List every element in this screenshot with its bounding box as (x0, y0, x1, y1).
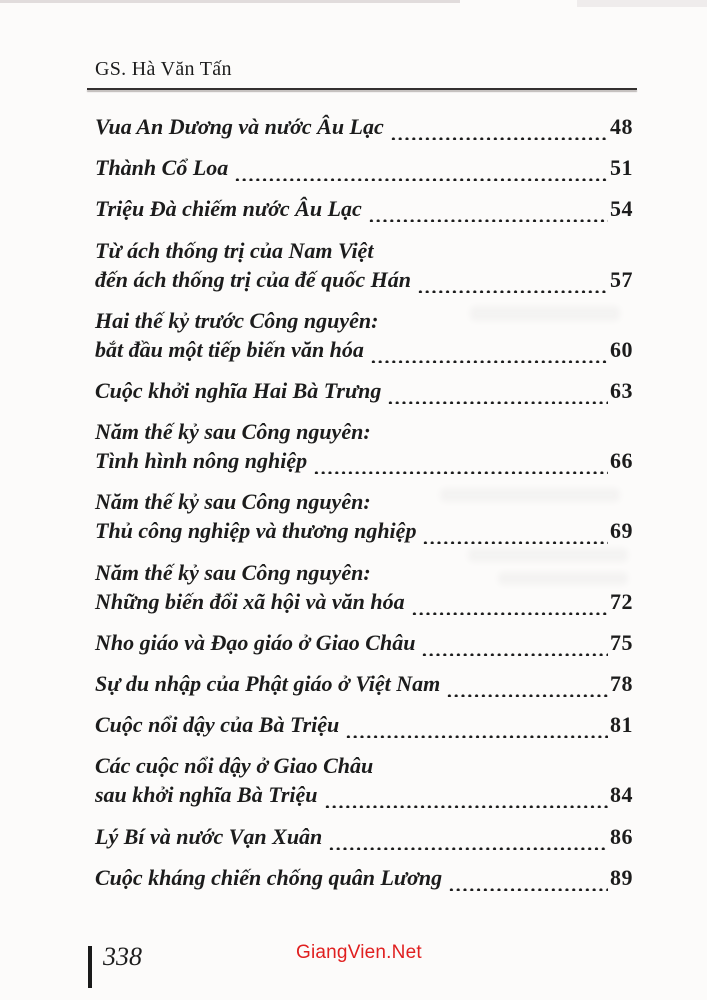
toc-entry (95, 863, 633, 892)
page-number-folio: 338 (103, 942, 142, 971)
toc-entry-title: Cuộc khởi nghĩa Hai Bà Trưng (95, 378, 382, 404)
folio-rule (88, 946, 92, 988)
toc-page-number: 63 (610, 378, 633, 404)
toc-page-number: 72 (610, 588, 633, 614)
toc-entry (95, 710, 633, 739)
dot-leader (370, 353, 608, 363)
toc-entry (95, 669, 633, 698)
header-rule (87, 88, 637, 90)
dot-leader (345, 728, 608, 738)
toc-entry (95, 417, 633, 475)
toc-entry-line1: Các cuộc nổi dậy ở Giao Châu (95, 753, 374, 779)
toc-entry-line1: Hai thế kỷ trước Công nguyên: (95, 307, 379, 333)
toc-entry-title: Cuộc kháng chiến chống quân Lương (95, 864, 443, 890)
toc-entry-title: đến ách thống trị của đế quốc Hán (95, 266, 411, 292)
toc-entry-title: Thành Cổ Loa (95, 155, 229, 181)
dot-leader (446, 687, 608, 697)
toc-page-number: 78 (610, 671, 633, 697)
dot-leader (234, 171, 608, 181)
dot-leader (390, 130, 608, 140)
toc-entry-title: Sự du nhập của Phật giáo ở Việt Nam (95, 671, 441, 697)
dot-leader (328, 840, 608, 850)
toc-page-number: 89 (610, 864, 633, 890)
toc-page-number: 81 (610, 712, 633, 738)
toc-entry (95, 194, 633, 223)
dot-leader (368, 212, 608, 222)
toc-entry (95, 306, 633, 364)
toc-entry-title: Vua An Dương và nước Âu Lạc (95, 114, 384, 139)
toc-entry (95, 487, 633, 545)
dot-leader (387, 394, 608, 404)
toc-page-number: 51 (610, 155, 633, 181)
toc-page-number: 84 (610, 782, 633, 808)
toc-entry (95, 558, 633, 616)
toc-entry-title: Nho giáo và Đạo giáo ở Giao Châu (95, 629, 416, 655)
dot-leader (324, 798, 608, 808)
toc-entry (95, 112, 633, 141)
toc-page-number: 66 (610, 448, 633, 474)
toc-entry-title: Cuộc nổi dậy của Bà Triệu (95, 712, 340, 738)
watermark-text: GiangVien.Net (296, 942, 422, 963)
toc-page-number: 86 (610, 823, 633, 849)
scan-edge-artifact (577, 0, 707, 7)
toc-page-number: 69 (610, 518, 633, 544)
toc-entry-title: sau khởi nghĩa Bà Triệu (95, 782, 318, 808)
dot-leader (448, 881, 608, 891)
toc-entry-title: Lý Bí và nước Vạn Xuân (95, 823, 323, 849)
toc-entry-title: Tình hình nông nghiệp (95, 448, 308, 474)
toc-entry-line1: Từ ách thống trị của Nam Việt (95, 237, 374, 263)
toc-entry-line1: Năm thế kỷ sau Công nguyên: (95, 419, 371, 445)
dot-leader (411, 605, 608, 615)
dot-leader (421, 646, 608, 656)
toc-entry (95, 751, 633, 809)
toc-entry (95, 376, 633, 405)
toc-page-number: 75 (610, 629, 633, 655)
toc-page-number: 57 (610, 266, 633, 292)
dot-leader (422, 534, 608, 544)
toc-entry-line1: Năm thế kỷ sau Công nguyên: (95, 559, 371, 585)
toc-entry-title: Thủ công nghiệp và thương nghiệp (95, 518, 417, 544)
table-of-contents (95, 112, 633, 892)
toc-page-number: 48 (610, 114, 633, 139)
toc-entry-title: Những biến đổi xã hội và văn hóa (95, 588, 405, 614)
running-head-author: GS. Hà Văn Tấn (95, 58, 232, 80)
toc-entry-line1: Năm thế kỷ sau Công nguyên: (95, 489, 371, 515)
toc-entry-title: Triệu Đà chiếm nước Âu Lạc (95, 196, 362, 222)
toc-entry (95, 236, 633, 294)
dot-leader (417, 283, 608, 293)
scan-edge-artifact (0, 0, 460, 3)
toc-page-number: 54 (610, 196, 633, 222)
toc-entry (95, 628, 633, 657)
dot-leader (313, 464, 608, 474)
toc-entry (95, 822, 633, 851)
toc-entry-title: bắt đầu một tiếp biến văn hóa (95, 336, 364, 362)
toc-page-number: 60 (610, 336, 633, 362)
toc-entry (95, 153, 633, 182)
